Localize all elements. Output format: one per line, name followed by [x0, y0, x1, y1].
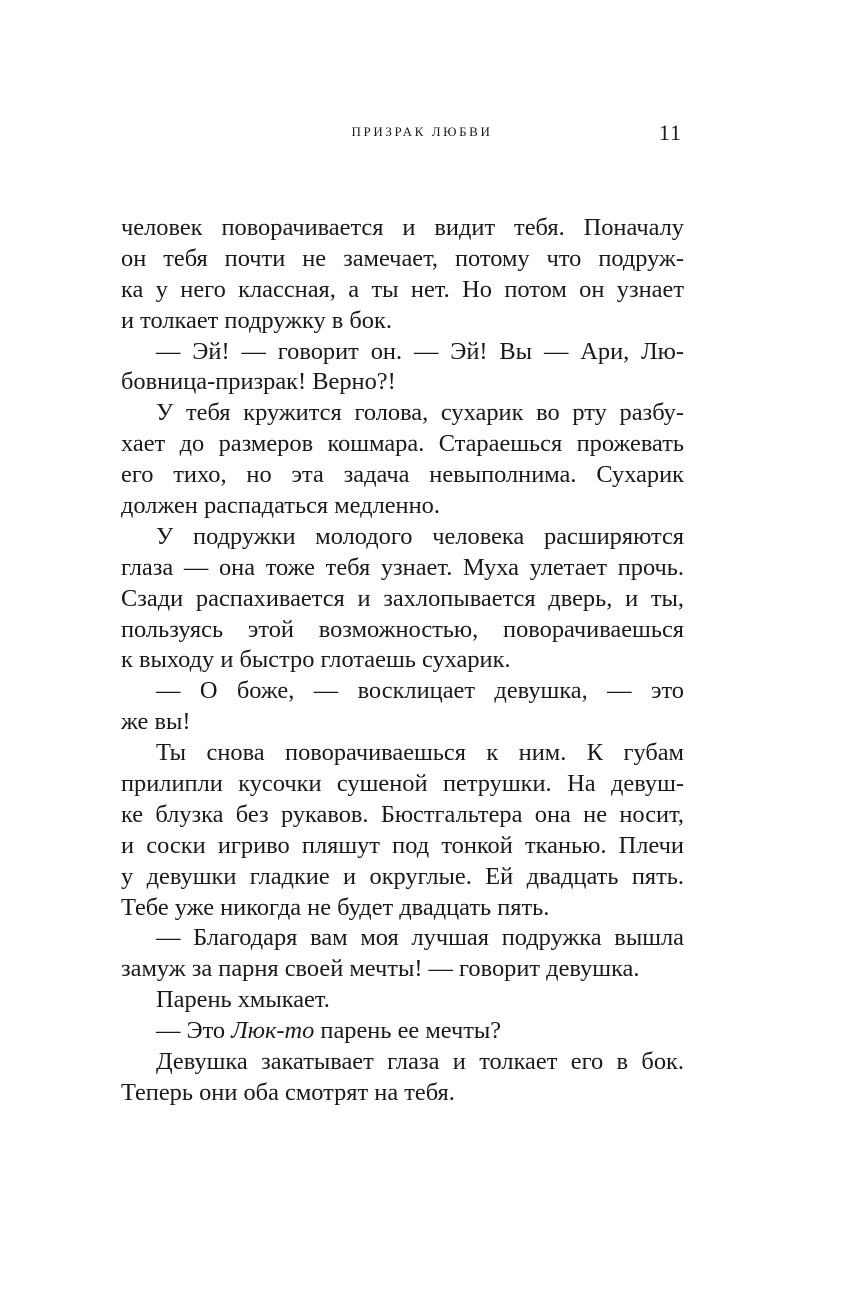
text-line: У тебя кружится голова, сухарик во рту разбу- — [156, 399, 684, 427]
text-line: Теперь они оба смотрят на тебя. — [121, 1078, 455, 1106]
text-line: Девушка закатывает глаза и толкает его в бок. — [156, 1048, 684, 1076]
text-line: должен распадаться медленно. — [121, 492, 440, 520]
text-line: бовница-призрак! Верно?! — [121, 368, 396, 396]
text-line: его тихо, но эта задача невыполнима. Сухарик — [121, 461, 684, 489]
text-line: глаза — она тоже тебя узнает. Муха улетает прочь. — [121, 553, 684, 581]
text-line: ке блузка без рукавов. Бюстгальтера она не носит, — [121, 800, 684, 828]
text-line: пользуясь этой возможностью, поворачиваешься — [121, 615, 684, 643]
page-number: 11 — [658, 120, 682, 145]
text-line: и соски игриво пляшут под тонкой тканью. Плечи — [121, 831, 684, 859]
text-line: человек поворачивается и видит тебя. Поначалу — [121, 214, 684, 241]
text-line: и толкает подружку в бок. — [121, 306, 392, 334]
text-line: Ты снова поворачиваешься к ним. К губам — [156, 739, 684, 767]
text-line-mixed — [121, 1016, 684, 1047]
italic-emphasis: Люк-то — [231, 1017, 315, 1045]
text-line: прилипли кусочки сушеной петрушки. На девуш- — [121, 770, 684, 798]
text-line: Сзади распахивается и захлопывается дверь, и ты, — [121, 584, 684, 612]
text-line: у девушки гладкие и округлые. Ей двадцать пять. — [121, 862, 684, 890]
text-line: к выходу и быстро глотаешь сухарик. — [121, 646, 511, 674]
text-line: У подружки молодого человека расширяются — [156, 522, 684, 550]
body-text — [121, 213, 684, 1109]
mixed-after: парень ее мечты? — [314, 1017, 502, 1045]
text-line: Тебе уже никогда не будет двадцать пять. — [121, 893, 550, 921]
mixed-before: — Это — [156, 1017, 232, 1045]
text-line: — Благодаря вам моя лучшая подружка вышла — [156, 924, 684, 952]
text-line: хает до размеров кошмара. Стараешься прожевать — [121, 430, 684, 458]
running-title: ПРИЗРАК ЛЮБВИ — [351, 124, 493, 139]
text-line: — Эй! — говорит он. — Эй! Вы — Ари, Лю- — [156, 337, 684, 365]
text-line: — О боже, — восклицает девушка, — это — [156, 677, 684, 705]
text-line: он тебя почти не замечает, потому что подруж- — [121, 244, 684, 272]
text-line: ка у него классная, а ты нет. Но потом он узнает — [121, 275, 684, 303]
running-header — [0, 122, 844, 146]
text-line: же вы! — [121, 708, 191, 736]
text-line: Парень хмыкает. — [156, 986, 330, 1014]
text-line: замуж за парня своей мечты! — говорит девушка. — [121, 955, 640, 983]
